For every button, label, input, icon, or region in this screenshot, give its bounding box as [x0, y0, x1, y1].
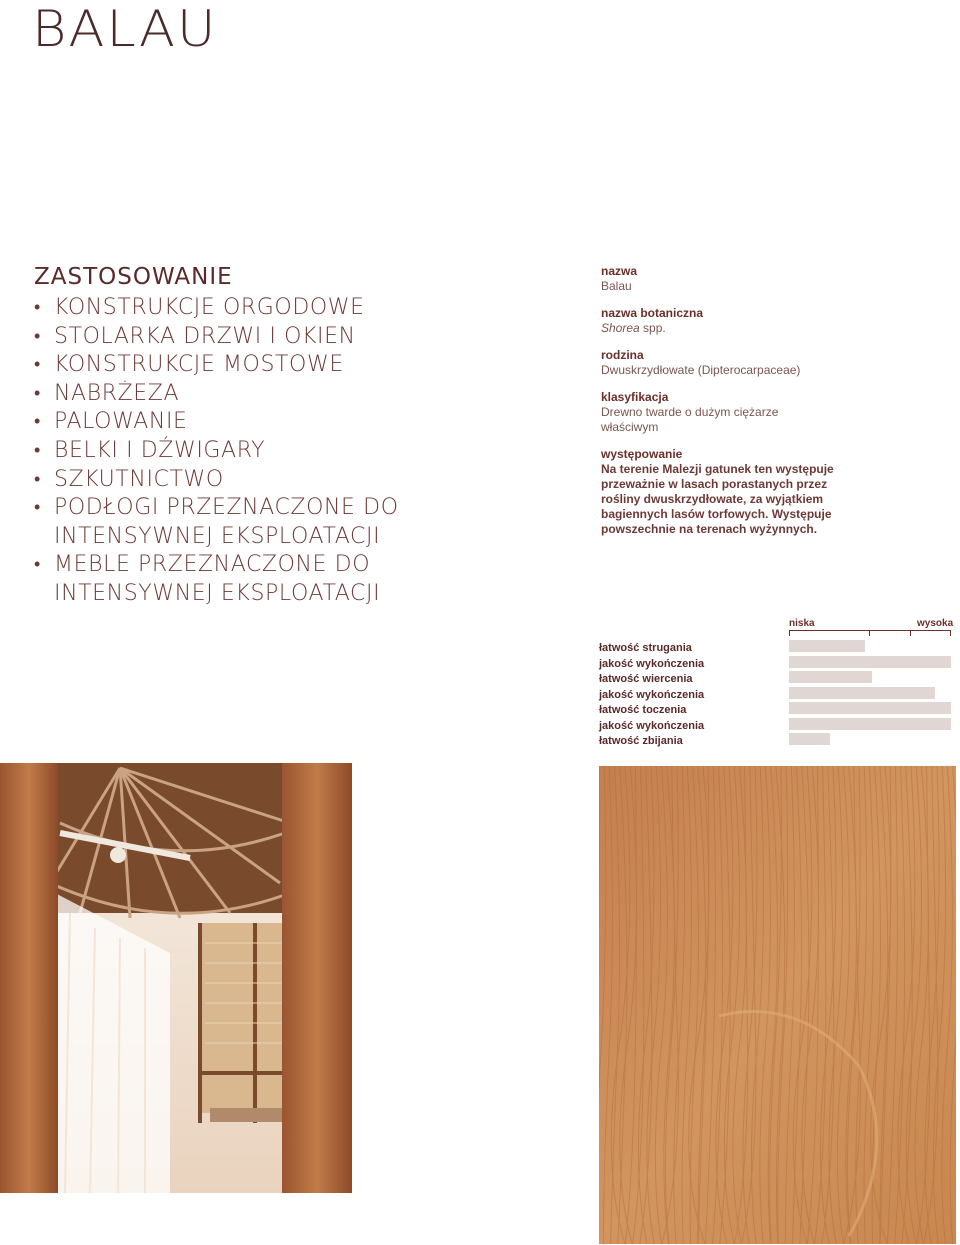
botanical-suffix: spp. — [639, 321, 666, 335]
botanical-value — [601, 321, 931, 336]
rating-bar — [789, 718, 951, 730]
bullet-icon: • — [34, 354, 41, 376]
class-block — [601, 390, 931, 435]
botanical-block — [601, 306, 931, 336]
rating-label: jakość wykończenia — [599, 719, 705, 732]
usage-item-line: KONSTRUKCJE ORGODOWE — [54, 295, 365, 320]
class-line-1: Drewno twarde o dużym ciężarze — [601, 405, 779, 419]
usage-item — [34, 351, 454, 380]
botanical-genus: Shorea — [601, 321, 640, 335]
occurrence-line: przeważnie w lasach porastanych przez — [601, 477, 828, 491]
usage-item — [34, 408, 454, 437]
rating-bar — [789, 687, 935, 699]
rating-bar — [789, 656, 951, 668]
occurrence-line: powszechnie na terenach wyżynnych. — [601, 522, 818, 536]
occurrence-line: rośliny dwuskrzydłowate, za wyjątkiem — [601, 492, 824, 506]
usage-item-line: SZKUTNICTWO — [54, 466, 224, 492]
rating-label: łatwość zbijania — [599, 735, 683, 747]
usage-item-line: BELKI I DŹWIGARY — [54, 437, 266, 463]
occurrence-line: bagiennych lasów torfowych. Występuje — [601, 507, 832, 521]
workability-ratings — [599, 618, 954, 758]
scale-low-label: niska — [789, 618, 815, 629]
class-line-2: właściwym — [601, 420, 659, 434]
rating-bar — [789, 640, 865, 652]
rating-label: jakość wykończenia — [599, 688, 705, 701]
rating-label: łatwość toczenia — [599, 704, 687, 716]
scale-tick — [950, 630, 951, 636]
rating-label: jakość wykończenia — [599, 657, 705, 670]
rating-bar — [789, 671, 872, 683]
class-label: klasyfikacja — [601, 390, 669, 404]
usage-item — [34, 494, 454, 551]
info-panel — [601, 264, 931, 549]
name-value: Balau — [601, 279, 632, 293]
bullet-icon: • — [34, 297, 41, 318]
usage-item-line: KONSTRUKCJE MOSTOWE — [54, 352, 344, 378]
occurrence-line: Na terenie Malezji gatunek ten występuje — [601, 462, 834, 476]
interior-photo-graphic — [0, 763, 352, 1193]
rating-label: łatwość wiercenia — [599, 673, 693, 685]
usage-item-line: INTENSYWNEJ EKSPLOATACJI — [54, 580, 381, 606]
scale-tick — [789, 630, 790, 636]
scale-high-label: wysoka — [917, 618, 954, 629]
usage-item-line: PODŁOGI PRZEZNACZONE DO — [54, 495, 399, 521]
usage-item — [34, 380, 454, 409]
usage-heading: ZASTOSOWANIE — [34, 264, 233, 290]
usage-item-line: PALOWANIE — [54, 409, 188, 435]
rating-bar — [789, 702, 951, 714]
page-title: BALAU — [32, 0, 218, 58]
usage-item-line: MEBLE PRZEZNACZONE DO — [54, 552, 371, 578]
usage-item-line: NABRŻEZA — [54, 380, 180, 406]
name-block — [601, 264, 931, 294]
family-block — [601, 348, 931, 378]
name-label: nazwa — [601, 264, 638, 278]
bullet-icon: • — [34, 411, 41, 433]
bullet-icon: • — [34, 468, 41, 490]
usage-item-line: INTENSYWNEJ EKSPLOATACJI — [54, 523, 381, 549]
scale-tick — [869, 630, 870, 636]
wood-texture-photo — [599, 766, 956, 1244]
scale-tick — [910, 630, 911, 636]
wood-texture-graphic — [599, 766, 956, 1244]
bullet-icon: • — [34, 382, 41, 404]
occurrence-block — [601, 447, 931, 537]
family-value: Dwuskrzydłowate (Dipterocarpaceae) — [601, 363, 801, 377]
bullet-icon: • — [34, 325, 41, 347]
bullet-icon: • — [34, 439, 41, 461]
usage-section — [34, 262, 454, 609]
rating-bar — [789, 733, 830, 745]
usage-item — [34, 294, 454, 323]
usage-item-line: STOLARKA DRZWI I OKIEN — [54, 323, 356, 349]
bullet-icon: • — [34, 497, 41, 519]
usage-item — [34, 437, 454, 466]
bullet-icon: • — [34, 554, 41, 576]
occurrence-label: występowanie — [601, 447, 683, 461]
usage-item — [34, 551, 454, 608]
usage-item — [34, 466, 454, 495]
usage-item — [34, 323, 454, 352]
botanical-label: nazwa botaniczna — [601, 306, 704, 320]
rating-label: łatwość strugania — [599, 642, 692, 654]
family-label: rodzina — [601, 348, 644, 362]
interior-photo — [0, 763, 352, 1193]
usage-list — [34, 294, 454, 609]
